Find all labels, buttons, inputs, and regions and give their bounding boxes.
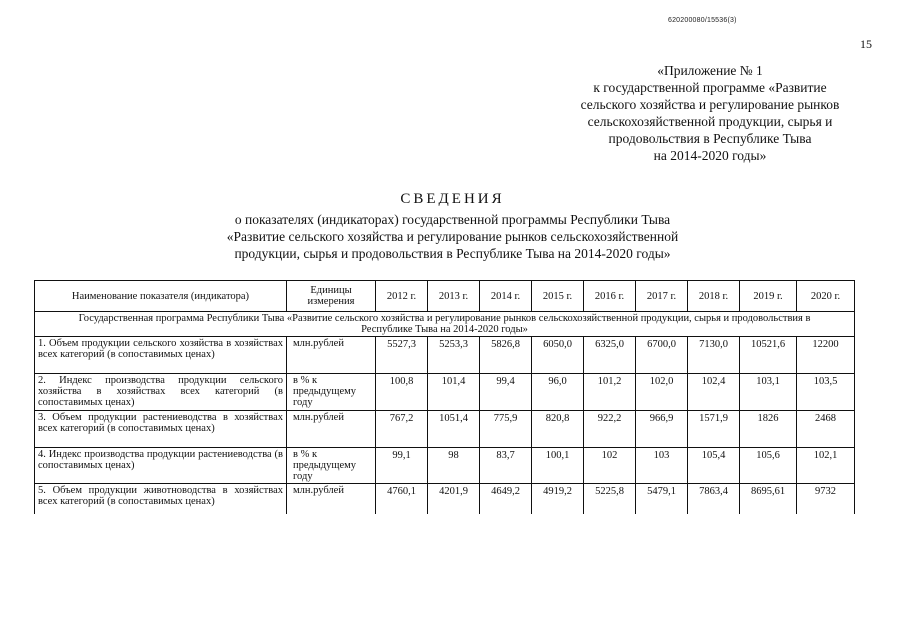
value-cell: 775,9: [480, 411, 532, 448]
indicator-name: 4. Индекс производства продукции растениеводства (в сопоставимых ценах): [35, 448, 287, 484]
value-cell: 98: [428, 448, 480, 484]
subtitle-line: о показателях (индикаторах) государственной программы Республики Тыва: [234, 212, 671, 227]
value-cell: 7863,4: [688, 484, 740, 515]
value-cell: 99,1: [376, 448, 428, 484]
value-cell: 2468: [797, 411, 855, 448]
program-title-cell: Государственная программа Республики Тыва «Развитие сельского хозяйства и регулирование рынков сельскохозяйственной продукции, сырья и продовольствия в Республике Тыва на 2014-2020 годы»: [35, 312, 855, 337]
document-title: СВЕДЕНИЯ: [400, 191, 505, 207]
value-cell: 103,5: [797, 374, 855, 411]
header-year: 2018 г.: [688, 281, 740, 312]
value-cell: 5527,3: [376, 337, 428, 374]
indicators-table: [34, 280, 855, 514]
table-row: [35, 484, 855, 515]
value-cell: 820,8: [532, 411, 584, 448]
value-cell: 101,4: [428, 374, 480, 411]
value-cell: 102,1: [797, 448, 855, 484]
value-cell: 103: [636, 448, 688, 484]
table-row: [35, 448, 855, 484]
table-row: [35, 337, 855, 374]
header-year: 2013 г.: [428, 281, 480, 312]
header-year: 2015 г.: [532, 281, 584, 312]
header-year: 2012 г.: [376, 281, 428, 312]
value-cell: 101,2: [584, 374, 636, 411]
value-cell: 767,2: [376, 411, 428, 448]
program-row: [35, 312, 855, 337]
value-cell: 12200: [797, 337, 855, 374]
header-year: 2019 г.: [740, 281, 797, 312]
header-year: 2017 г.: [636, 281, 688, 312]
document-subtitle: [0, 211, 905, 262]
appendix-note: [520, 62, 900, 164]
value-cell: 5253,3: [428, 337, 480, 374]
value-cell: 10521,6: [740, 337, 797, 374]
indicator-unit: млн.рублей: [287, 337, 376, 374]
subtitle-line: продукции, сырья и продовольствия в Республике Тыва на 2014-2020 годы»: [234, 246, 671, 261]
subtitle-line: «Развитие сельского хозяйства и регулирование рынков сельскохозяйственной: [226, 229, 679, 244]
table-row: [35, 374, 855, 411]
value-cell: 96,0: [532, 374, 584, 411]
indicator-unit: в % к предыдущему году: [287, 448, 376, 484]
value-cell: 4649,2: [480, 484, 532, 515]
value-cell: 1826: [740, 411, 797, 448]
value-cell: 102: [584, 448, 636, 484]
value-cell: 5225,8: [584, 484, 636, 515]
value-cell: 83,7: [480, 448, 532, 484]
header-unit: Единицы измерения: [287, 281, 376, 312]
value-cell: 6325,0: [584, 337, 636, 374]
value-cell: 9732: [797, 484, 855, 515]
page-number: 15: [860, 37, 872, 51]
indicator-unit: млн.рублей: [287, 484, 376, 515]
value-cell: 5479,1: [636, 484, 688, 515]
value-cell: 6050,0: [532, 337, 584, 374]
value-cell: 105,4: [688, 448, 740, 484]
indicator-unit: млн.рублей: [287, 411, 376, 448]
header-year: 2016 г.: [584, 281, 636, 312]
value-cell: 102,0: [636, 374, 688, 411]
table-header-row: [35, 281, 855, 312]
table-row: [35, 411, 855, 448]
value-cell: 99,4: [480, 374, 532, 411]
appendix-line: продовольствия в Республике Тыва: [608, 131, 812, 146]
value-cell: 922,2: [584, 411, 636, 448]
header-name: Наименование показателя (индикатора): [35, 281, 287, 312]
header-year: 2014 г.: [480, 281, 532, 312]
value-cell: 8695,61: [740, 484, 797, 515]
indicator-name: 5. Объем продукции животноводства в хозяйствах всех категорий (в сопоставимых ценах): [35, 484, 287, 515]
value-cell: 1571,9: [688, 411, 740, 448]
value-cell: 100,8: [376, 374, 428, 411]
value-cell: 4760,1: [376, 484, 428, 515]
value-cell: 1051,4: [428, 411, 480, 448]
document-code: 620200080/15536(3): [668, 17, 737, 24]
header-year: 2020 г.: [797, 281, 855, 312]
value-cell: 6700,0: [636, 337, 688, 374]
value-cell: 4919,2: [532, 484, 584, 515]
value-cell: 7130,0: [688, 337, 740, 374]
indicator-name: 1. Объем продукции сельского хозяйства в хозяйствах всех категорий (в сопоставимых ценах): [35, 337, 287, 374]
appendix-line: «Приложение № 1: [657, 63, 763, 78]
appendix-line: сельского хозяйства и регулирование рынков: [580, 97, 840, 112]
value-cell: 966,9: [636, 411, 688, 448]
value-cell: 105,6: [740, 448, 797, 484]
appendix-line: к государственной программе «Развитие: [593, 80, 827, 95]
indicator-name: 3. Объем продукции растениеводства в хозяйствах всех категорий (в сопоставимых ценах): [35, 411, 287, 448]
value-cell: 103,1: [740, 374, 797, 411]
value-cell: 100,1: [532, 448, 584, 484]
appendix-line: на 2014-2020 годы»: [653, 148, 767, 163]
value-cell: 5826,8: [480, 337, 532, 374]
value-cell: 4201,9: [428, 484, 480, 515]
indicator-name: 2. Индекс производства продукции сельского хозяйства в хозяйствах всех категорий (в сопоставимых ценах): [35, 374, 287, 411]
indicator-unit: в % к предыдущему году: [287, 374, 376, 411]
value-cell: 102,4: [688, 374, 740, 411]
appendix-line: сельскохозяйственной продукции, сырья и: [587, 114, 833, 129]
